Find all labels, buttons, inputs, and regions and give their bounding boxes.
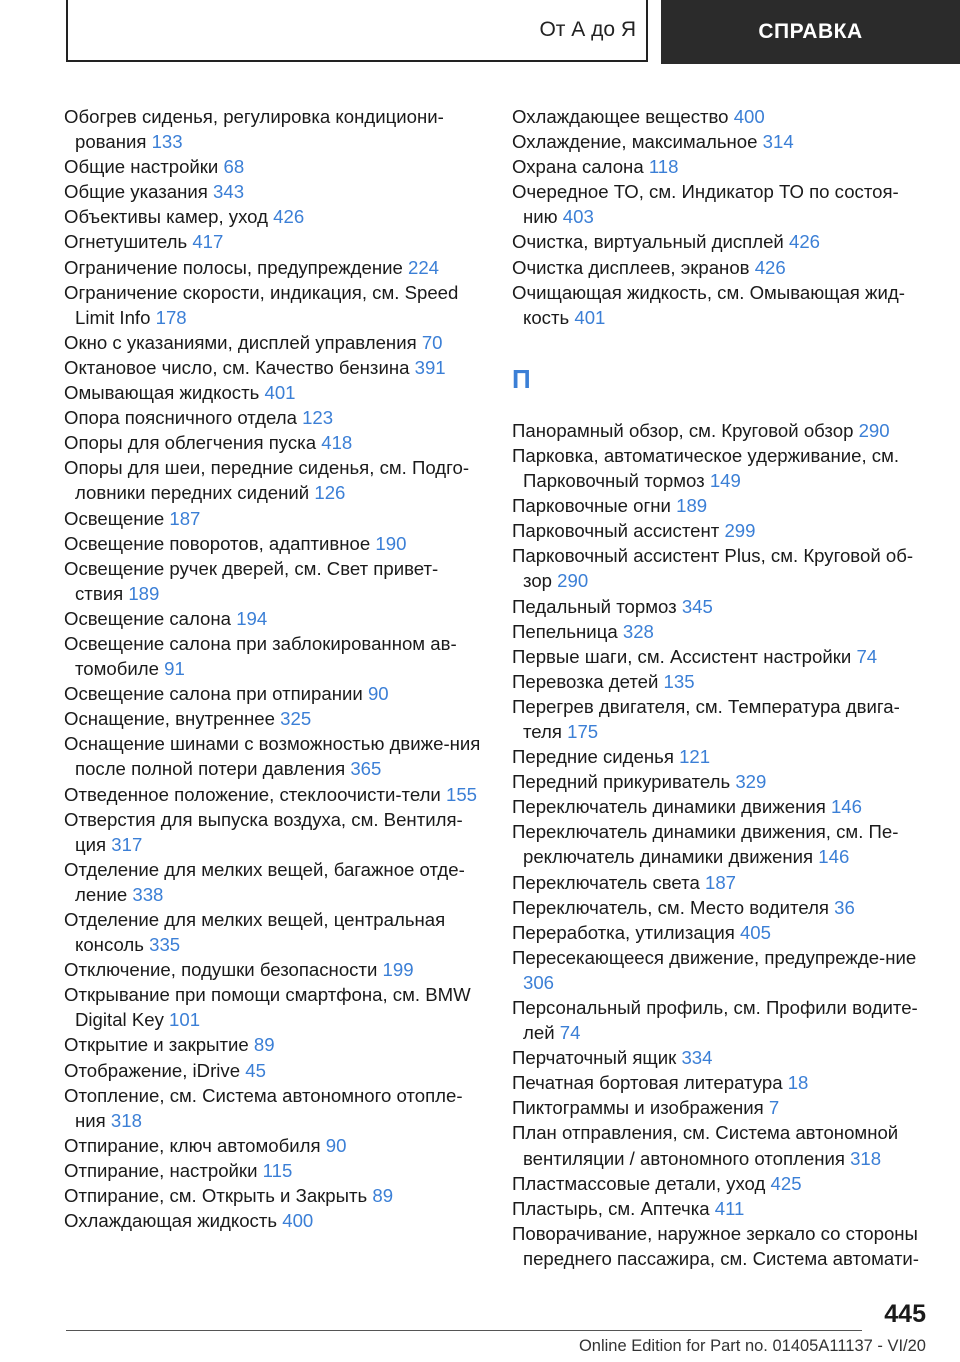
entry-term: Перегрев двигателя, см. Температура двига-теля <box>512 695 900 742</box>
entry-page-link[interactable]: 36 <box>834 896 855 918</box>
index-entry <box>64 229 484 254</box>
entry-term: Пластмассовые детали, уход <box>512 1172 766 1194</box>
entry-term: Отпирание, настройки <box>64 1159 258 1181</box>
entry-term: Отделение для мелких вещей, центральная консоль <box>64 909 446 956</box>
entry-page-link[interactable]: 345 <box>681 595 713 617</box>
entry-page-link[interactable]: 199 <box>382 959 414 981</box>
index-entry <box>512 1045 932 1070</box>
index-entry <box>64 1032 484 1057</box>
index-entry <box>512 744 932 769</box>
entry-term: Октановое число, см. Качество бензина <box>64 356 410 378</box>
entry-page-link[interactable]: 126 <box>314 482 346 504</box>
index-entry <box>64 531 484 556</box>
entry-term: Парковка, автоматическое удерживание, см. Парковочный тормоз <box>512 444 900 492</box>
entry-term: Отпирание, см. Открыть и Закрыть <box>64 1185 368 1207</box>
index-entry <box>64 506 484 531</box>
entry-term: План отправления, см. Система автономной вентиляции / автономного отопления <box>512 1122 899 1169</box>
index-entry <box>512 819 932 869</box>
chapter-tab <box>661 0 960 64</box>
entry-page-link[interactable]: 290 <box>557 570 589 592</box>
section-title: От А до Я <box>539 18 636 41</box>
entry-page-link[interactable]: 90 <box>325 1134 347 1156</box>
entry-page-link[interactable]: 149 <box>709 470 741 492</box>
entry-page-link[interactable]: 334 <box>681 1047 713 1069</box>
index-column-left <box>64 104 484 1233</box>
index-column-right <box>512 104 932 1271</box>
index-entry <box>64 907 484 957</box>
footer-divider <box>66 1330 862 1331</box>
entry-term: Передние сиденья <box>512 746 674 768</box>
entry-page-link[interactable]: 91 <box>164 658 185 680</box>
entry-page-link[interactable]: 133 <box>151 131 183 153</box>
index-entry <box>64 631 484 681</box>
entry-term: Освещение салона при заблокированном ав-томобиле <box>64 632 457 680</box>
entry-term: Очистка дисплеев, экранов <box>512 256 750 278</box>
index-entry <box>512 794 932 819</box>
entry-term: Панорамный обзор, см. Круговой обзор <box>512 419 854 441</box>
index-entry <box>64 1183 484 1208</box>
entry-page-link[interactable]: 189 <box>676 495 708 517</box>
index-entry <box>64 606 484 631</box>
entry-term: Очередное ТО, см. Индикатор ТО по состоя-нию <box>512 181 899 228</box>
entry-page-link[interactable]: 400 <box>282 1210 314 1232</box>
entry-page-link[interactable]: 118 <box>648 156 679 178</box>
entry-term: Общие указания <box>64 181 208 203</box>
entry-term: Перчаточный ящик <box>512 1047 677 1069</box>
index-entry <box>512 920 932 945</box>
entry-term: Пластырь, см. Аптечка <box>512 1197 710 1219</box>
index-entry <box>512 1171 932 1196</box>
entry-page-link[interactable]: 190 <box>375 532 407 554</box>
entry-page-link[interactable]: 325 <box>280 708 312 730</box>
index-entry <box>64 1158 484 1183</box>
entry-term: Огнетушитель <box>64 231 188 253</box>
index-entry <box>512 594 932 619</box>
index-group-p <box>512 418 932 1271</box>
index-entry <box>512 1120 932 1170</box>
entry-term: Общие настройки <box>64 156 219 178</box>
entry-term: Ограничение скорости, индикация, см. Speed Limit Info <box>64 281 459 328</box>
entry-term: Очистка, виртуальный дисплей <box>512 231 784 253</box>
entry-term: Охлаждающая жидкость <box>64 1210 278 1232</box>
entry-term: Отопление, см. Система автономного отопле-ния <box>64 1084 463 1131</box>
index-entry <box>64 455 484 505</box>
entry-page-link[interactable]: 115 <box>262 1159 293 1181</box>
entry-term: Оснащение, внутреннее <box>64 708 275 730</box>
entry-page-link[interactable]: 338 <box>132 883 164 905</box>
entry-page-link[interactable]: 417 <box>192 231 224 253</box>
index-entry <box>512 443 932 493</box>
entry-term: Отключение, подушки безопасности <box>64 959 378 981</box>
index-entry <box>512 1095 932 1120</box>
section-letter: П <box>512 363 531 394</box>
entry-term: Переключатель динамики движения, см. Пе-реключатель динамики движения <box>512 821 899 868</box>
entry-page-link[interactable]: 306 <box>523 971 555 993</box>
entry-page-link[interactable]: 314 <box>762 131 794 153</box>
entry-page-link[interactable]: 90 <box>367 683 389 705</box>
entry-page-link[interactable]: 68 <box>223 156 245 178</box>
index-entry <box>512 179 932 229</box>
entry-page-link[interactable]: 187 <box>169 507 201 529</box>
index-entry <box>64 857 484 907</box>
index-entry <box>512 895 932 920</box>
index-entry <box>512 418 932 443</box>
entry-term: Опоры для облегчения пуска <box>64 432 317 454</box>
entry-page-link[interactable]: 318 <box>110 1109 142 1131</box>
entry-term: Освещение <box>64 507 165 529</box>
entry-page-link[interactable]: 45 <box>245 1059 266 1081</box>
entry-term: Пиктограммы и изображения <box>512 1097 764 1119</box>
index-entry <box>64 1208 484 1233</box>
index-entry <box>512 1221 932 1271</box>
entry-term: Омывающая жидкость <box>64 382 260 404</box>
index-entry <box>64 957 484 982</box>
entry-page-link[interactable]: 299 <box>724 520 756 542</box>
entry-page-link[interactable]: 403 <box>562 206 594 228</box>
entry-term: Отделение для мелких вещей, багажное отде-ление <box>64 858 465 905</box>
index-entry <box>64 104 484 154</box>
entry-term: Опоры для шеи, передние сиденья, см. Подго-ловники передних сидений <box>64 457 470 504</box>
entry-term: Отверстия для выпуска воздуха, см. Вентиля-ция <box>64 808 463 855</box>
index-entry <box>512 229 932 254</box>
entry-page-link[interactable]: 401 <box>264 382 296 404</box>
entry-page-link[interactable]: 328 <box>622 620 654 642</box>
entry-page-link[interactable]: 224 <box>408 256 440 278</box>
entry-page-link[interactable]: 318 <box>850 1147 882 1169</box>
entry-term: Охлаждающее вещество <box>512 106 729 127</box>
index-entry <box>64 706 484 731</box>
index-entry <box>512 543 932 593</box>
entry-term: Передний прикуриватель <box>512 771 731 793</box>
entry-term: Переработка, утилизация <box>512 921 735 943</box>
entry-page-link[interactable]: 101 <box>169 1009 201 1031</box>
index-entry <box>512 1070 932 1095</box>
index-entry <box>512 769 932 794</box>
index-entry <box>64 982 484 1032</box>
entry-term: Пепельница <box>512 620 618 642</box>
entry-page-link[interactable]: 18 <box>787 1072 809 1094</box>
index-entry <box>64 380 484 405</box>
entry-term: Переключатель, см. Место водителя <box>512 896 829 918</box>
index-entry <box>512 280 932 330</box>
entry-page-link[interactable]: 146 <box>830 796 862 818</box>
index-entry <box>64 330 484 355</box>
entry-term: Отведенное положение, стеклоочисти-тели <box>64 783 441 805</box>
entry-page-link[interactable]: 317 <box>111 833 143 855</box>
entry-page-link[interactable]: 89 <box>253 1034 275 1056</box>
index-entry <box>64 179 484 204</box>
index-entry <box>64 782 484 807</box>
section-tab <box>66 0 648 62</box>
entry-page-link[interactable]: 426 <box>789 231 821 253</box>
index-entry <box>512 154 932 179</box>
index-entry <box>512 518 932 543</box>
entry-term: Первые шаги, см. Ассистент настройки <box>512 645 852 667</box>
entry-term: Отображение, iDrive <box>64 1059 241 1081</box>
entry-page-link[interactable]: 74 <box>559 1022 581 1044</box>
entry-term: Переключатель света <box>512 871 700 893</box>
entry-page-link[interactable]: 418 <box>321 432 353 454</box>
entry-page-link[interactable]: 189 <box>128 582 160 604</box>
entry-page-link[interactable]: 343 <box>213 181 245 203</box>
index-entry <box>64 1058 484 1083</box>
entry-page-link[interactable]: 401 <box>574 306 606 328</box>
entry-page-link[interactable]: 335 <box>149 934 181 956</box>
index-entry <box>64 280 484 330</box>
footer-edition: Online Edition for Part no. 01405A11137 - VI/20 <box>578 1337 926 1355</box>
entry-page-link[interactable]: 70 <box>421 331 443 353</box>
entry-page-link[interactable]: 74 <box>856 645 878 667</box>
index-entry <box>64 204 484 229</box>
index-entry <box>512 694 932 744</box>
entry-page-link[interactable]: 146 <box>818 846 850 868</box>
entry-page-link[interactable]: 123 <box>302 407 334 429</box>
entry-page-link[interactable]: 405 <box>739 921 771 943</box>
entry-term: Ограничение полосы, предупреждение <box>64 256 403 278</box>
entry-term: Оснащение шинами с возможностью движе-ния после полной потери давления <box>64 733 481 780</box>
index-entry <box>64 556 484 606</box>
entry-page-link[interactable]: 426 <box>754 256 786 278</box>
entry-term: Окно с указаниями, дисплей управления <box>64 331 417 353</box>
entry-page-link[interactable]: 400 <box>733 106 765 127</box>
entry-term: Отпирание, ключ автомобиля <box>64 1134 321 1156</box>
entry-term: Освещение салона при отпирании <box>64 683 363 705</box>
entry-term: Открытие и закрытие <box>64 1034 249 1056</box>
entry-term: Парковочный ассистент <box>512 520 720 542</box>
entry-page-link[interactable]: 290 <box>858 419 890 441</box>
entry-term: Парковочные огни <box>512 495 671 517</box>
entry-term: Освещение ручек дверей, см. Свет привет-ствия <box>64 557 439 604</box>
entry-page-link[interactable]: 135 <box>663 670 695 692</box>
index-entry <box>64 430 484 455</box>
entry-page-link[interactable]: 391 <box>414 356 446 378</box>
index-entry <box>64 807 484 857</box>
entry-page-link[interactable]: 425 <box>770 1172 802 1194</box>
page-number: 445 <box>884 1300 926 1328</box>
index-entry <box>512 669 932 694</box>
entry-term: Опора поясничного отдела <box>64 407 297 429</box>
index-entry <box>512 870 932 895</box>
entry-page-link[interactable]: 155 <box>445 783 478 805</box>
entry-page-link[interactable]: 426 <box>273 206 305 228</box>
entry-term: Парковочный ассистент Plus, см. Круговой об-зор <box>512 545 914 592</box>
entry-term: Пересекающееся движение, предупрежде-ние <box>512 946 917 968</box>
index-entry <box>512 255 932 280</box>
index-entry <box>64 355 484 380</box>
entry-term: Охлаждение, максимальное <box>512 131 758 153</box>
entry-page-link[interactable]: 121 <box>679 746 711 768</box>
index-entry <box>512 129 932 154</box>
entry-page-link[interactable]: 175 <box>567 720 599 742</box>
entry-term: Печатная бортовая литература <box>512 1072 783 1094</box>
entry-page-link[interactable]: 89 <box>372 1185 394 1207</box>
entry-page-link[interactable]: 187 <box>704 871 737 893</box>
index-entry <box>64 405 484 430</box>
index-entry <box>512 1196 932 1221</box>
index-entry <box>64 255 484 280</box>
index-entry <box>512 644 932 669</box>
index-entry <box>512 493 932 518</box>
index-entry <box>64 1083 484 1133</box>
entry-term: Переключатель динамики движения <box>512 796 826 818</box>
entry-term: Перевозка детей <box>512 670 659 692</box>
entry-term: Обогрев сиденья, регулировка кондициони-рования <box>64 106 444 153</box>
index-group-o-continued <box>512 104 932 330</box>
entry-term: Очищающая жидкость, см. Омывающая жид-кость <box>512 281 905 328</box>
entry-term: Охрана салона <box>512 156 644 178</box>
entry-term: Освещение поворотов, адаптивное <box>64 532 371 554</box>
index-entry <box>512 619 932 644</box>
index-entry <box>512 104 932 129</box>
page-header <box>66 0 960 66</box>
entry-term: Поворачивание, наружное зеркало со стороны переднего пассажира, см. Система автомати- <box>512 1222 919 1269</box>
entry-term: Объективы камер, уход <box>64 206 268 228</box>
index-entry <box>64 681 484 706</box>
entry-term: Персональный профиль, см. Профили водите-лей <box>512 997 918 1044</box>
index-entry <box>512 945 932 995</box>
chapter-title: СПРАВКА <box>758 20 863 43</box>
entry-term: Открывание при помощи смартфона, см. BMW Digital Key <box>64 984 471 1031</box>
entry-term: Освещение салона <box>64 607 232 629</box>
index-entry <box>64 154 484 179</box>
entry-page-link[interactable]: 365 <box>350 758 382 780</box>
entry-term: Педальный тормоз <box>512 595 677 617</box>
entry-page-link[interactable]: 329 <box>735 771 767 793</box>
index-entry <box>512 995 932 1045</box>
entry-page-link[interactable]: 411 <box>714 1197 745 1219</box>
index-entry <box>64 731 484 781</box>
entry-page-link[interactable]: 178 <box>155 306 187 328</box>
index-entry <box>64 1133 484 1158</box>
entry-page-link[interactable]: 194 <box>236 607 268 629</box>
entry-page-link[interactable]: 7 <box>768 1097 780 1119</box>
